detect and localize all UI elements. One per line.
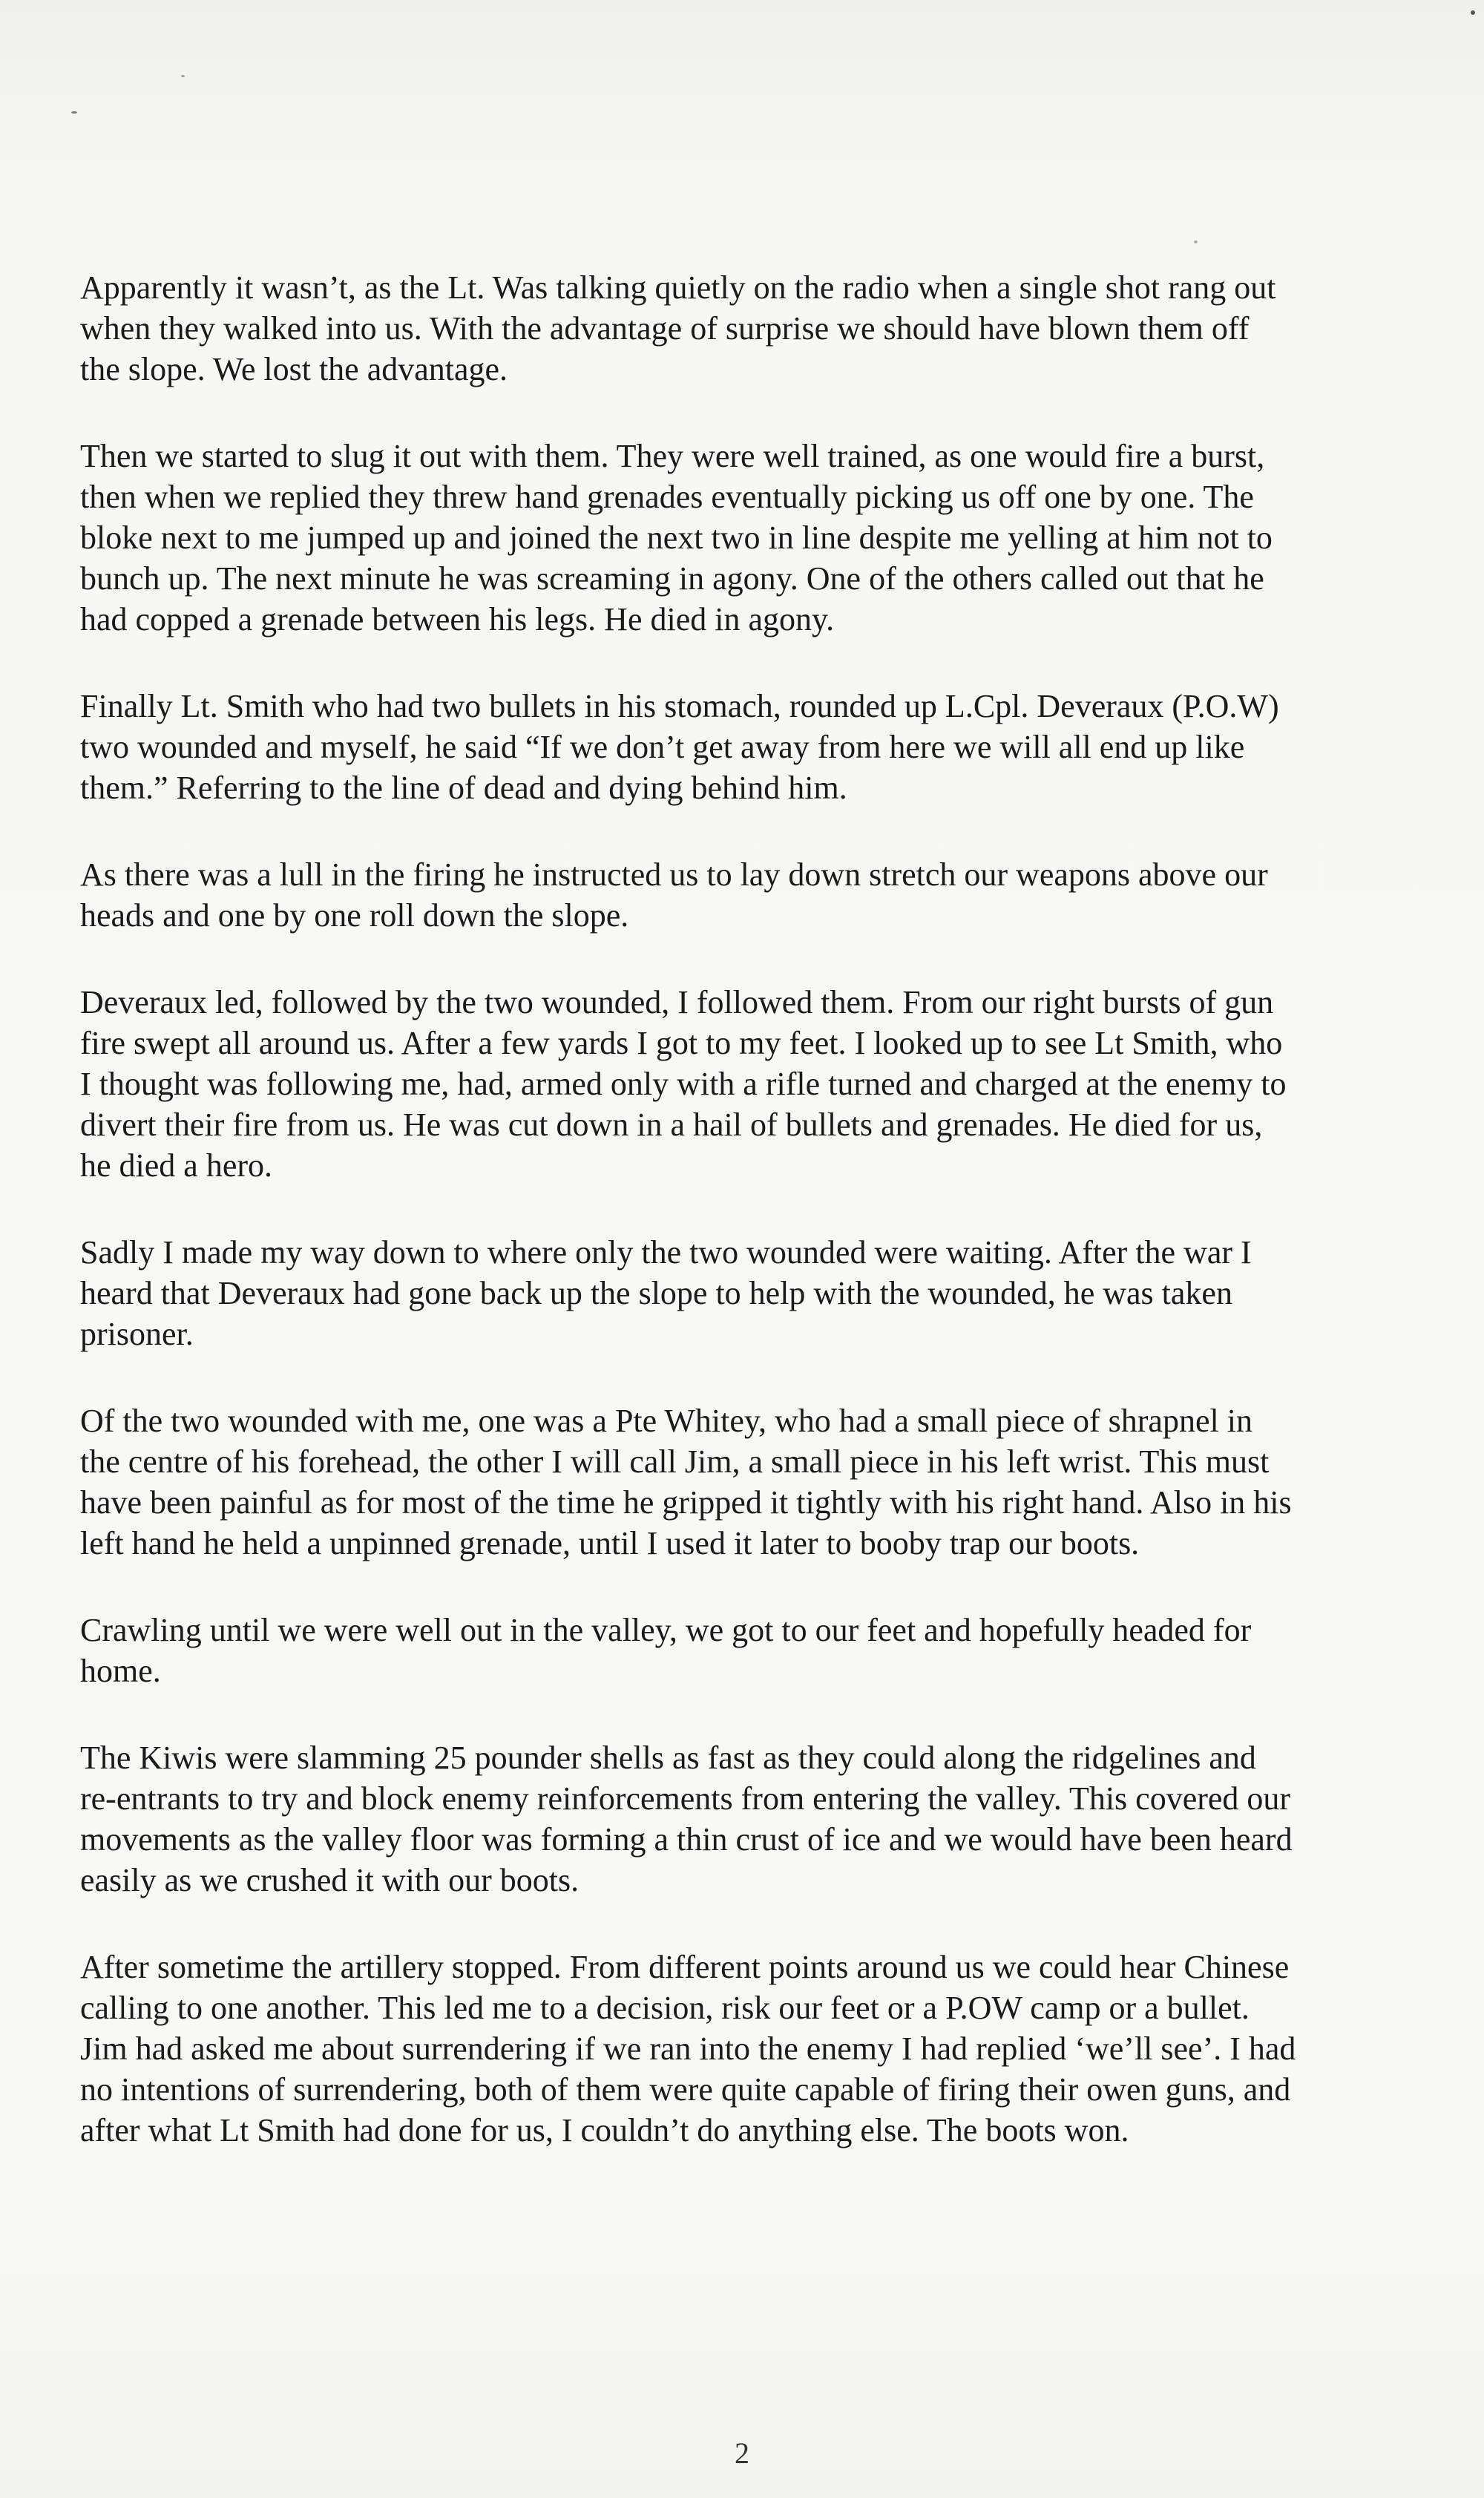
paragraph: The Kiwis were slamming 25 pounder shells as fast as they could along the ridgelines and re-entrants to try and block enemy reinforcements from entering the valley. This covered our movements as the valley floor was forming a thin crust of ice and we would have been heard easily as we crushed it with our boots. (80, 1740, 1293, 1898)
scan-speck (71, 111, 77, 114)
page-number: 2 (735, 2436, 749, 2470)
paragraph: As there was a lull in the firing he instructed us to lay down stretch our weapons above our heads and one by one roll down the slope. (80, 856, 1268, 934)
document-body (80, 267, 1297, 2194)
paragraph: Crawling until we were well out in the valley, we got to our feet and hopefully headed for home. (80, 1612, 1252, 1689)
paragraph: Sadly I made my way down to where only the two wounded were waiting. After the war I heard that Deveraux had gone back up the slope to help with the wounded, he was taken prisoner. (80, 1234, 1252, 1352)
scan-speck (1194, 240, 1198, 243)
paragraph: Finally Lt. Smith who had two bullets in his stomach, rounded up L.Cpl. Deveraux (P.O.W) two wounded and myself, he said “If we don’t get away from here we will all end up like them.” Referring to the line of dead and dying behind him. (80, 688, 1279, 806)
paragraph: Of the two wounded with me, one was a Pte Whitey, who had a small piece of shrapnel in the centre of his forehead, the other I will call Jim, a small piece in his left wrist. This must have been painful as for most of the time he gripped it tightly with his right hand. Also in his left hand he held a unpinned grenade, until I used it later to booby trap our boots. (80, 1403, 1292, 1561)
scan-speck (181, 75, 185, 77)
scan-speck (1471, 10, 1475, 15)
paragraph: Then we started to slug it out with them. They were well trained, as one would fire a burst, then when we replied they threw hand grenades eventually picking us off one by one. The bloke next to me jumped up and joined the next two in line despite me yelling at him not to bunch up. The next minute he was screaming in agony. One of the others called out that he had copped a grenade between his legs. He died in agony. (80, 438, 1273, 637)
paragraph: Apparently it wasn’t, as the Lt. Was talking quietly on the radio when a single shot rang out when they walked into us. With the advantage of surprise we should have blown them off the slope. We lost the advantage. (80, 269, 1276, 387)
paragraph: After sometime the artillery stopped. From different points around us we could hear Chinese calling to one another. This led me to a decision, risk our feet or a P.OW camp or a bullet. Jim had asked me about surrendering if we ran into the enemy I had replied ‘we’ll see’. I had no intentions of surrendering, both of them were quite capable of firing their owen guns, and after what Lt Smith had done for us, I couldn’t do anything else. The boots won. (80, 1949, 1296, 2148)
paragraph: Deveraux led, followed by the two wounded, I followed them. From our right bursts of gun fire swept all around us. After a few yards I got to my feet. I looked up to see Lt Smith, who I thought was following me, had, armed only with a rifle turned and charged at the enemy to divert their fire from us. He was cut down in a hail of bullets and grenades. He died for us, he died a hero. (80, 984, 1287, 1184)
